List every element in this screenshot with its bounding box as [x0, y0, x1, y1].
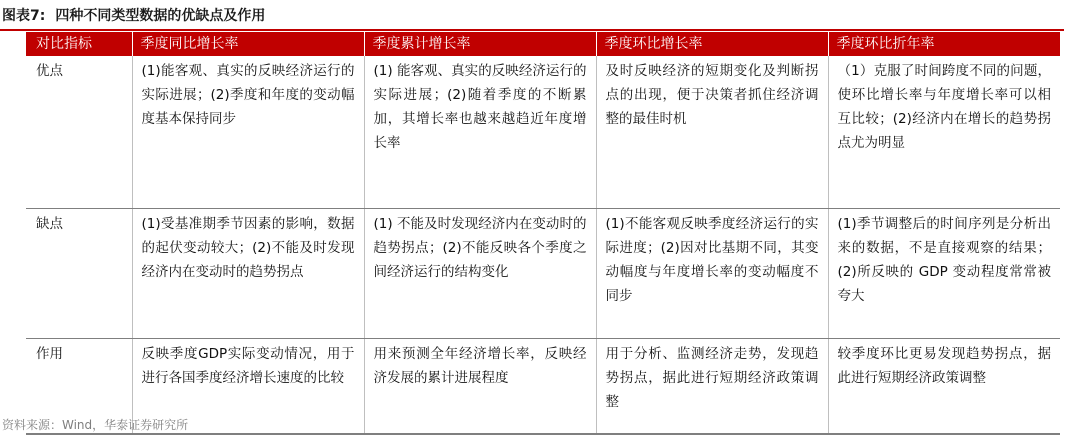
cell-pros-yoy: (1)能客观、真实的反映经济运行的实际进展；(2)季度和年度的变动幅度基本保持同步 — [132, 56, 364, 209]
table-row-cons — [26, 209, 1060, 339]
header-metric: 对比指标 — [26, 32, 132, 56]
cell-cons-qoq: (1)不能客观反映季度经济运行的实际进度；(2)因对比基期不同，其变动幅度与年度增长率的变动幅度不同步 — [596, 209, 828, 339]
figure-title: 四种不同类型数据的优缺点及作用 — [55, 8, 266, 24]
row-label-pros: 优点 — [26, 56, 132, 209]
caption-divider — [0, 29, 1064, 31]
cell-cons-cumulative: (1) 不能及时发现经济内在变动时的趋势拐点；(2)不能反映各个季度之间经济运行的结构变化 — [364, 209, 596, 339]
row-label-cons: 缺点 — [26, 209, 132, 339]
cell-pros-cumulative: (1) 能客观、真实的反映经济运行的实际进展；(2)随着季度的不断累加，其增长率也越来越趋近年度增长率 — [364, 56, 596, 209]
source-note: 资料来源：Wind，华泰证券研究所 — [2, 418, 189, 432]
cell-use-annualized: 较季度环比更易发现趋势拐点，据此进行短期经济政策调整 — [828, 339, 1060, 435]
figure-number: 图表7: — [2, 8, 46, 24]
table-row-pros — [26, 56, 1060, 209]
header-yoy-growth: 季度同比增长率 — [132, 32, 364, 56]
cell-cons-annualized: (1)季节调整后的时间序列是分析出来的数据，不是直接观察的结果；(2)所反映的 GDP 变动程度常常被夸大 — [828, 209, 1060, 339]
header-qoq-growth: 季度环比增长率 — [596, 32, 828, 56]
figure-caption — [2, 6, 265, 26]
table-header-row — [26, 32, 1060, 56]
header-annualized-qoq: 季度环比折年率 — [828, 32, 1060, 56]
cell-pros-qoq: 及时反映经济的短期变化及判断拐点的出现，便于决策者抓住经济调整的最佳时机 — [596, 56, 828, 209]
cell-use-qoq: 用于分析、监测经济走势，发现趋势拐点，据此进行短期经济政策调整 — [596, 339, 828, 435]
cell-pros-annualized: （1）克服了时间跨度不同的问题，使环比增长率与年度增长率可以相互比较；(2)经济内在增长的趋势拐点尤为明显 — [828, 56, 1060, 209]
cell-use-cumulative: 用来预测全年经济增长率，反映经济发展的累计进展程度 — [364, 339, 596, 435]
comparison-table — [26, 32, 1060, 435]
header-cumulative-growth: 季度累计增长率 — [364, 32, 596, 56]
cell-use-yoy: 反映季度GDP实际变动情况，用于进行各国季度经济增长速度的比较 — [132, 339, 364, 435]
row-label-use: 作用 — [26, 339, 132, 435]
cell-cons-yoy: (1)受基准期季节因素的影响，数据的起伏变动较大；(2)不能及时发现经济内在变动时的趋势拐点 — [132, 209, 364, 339]
